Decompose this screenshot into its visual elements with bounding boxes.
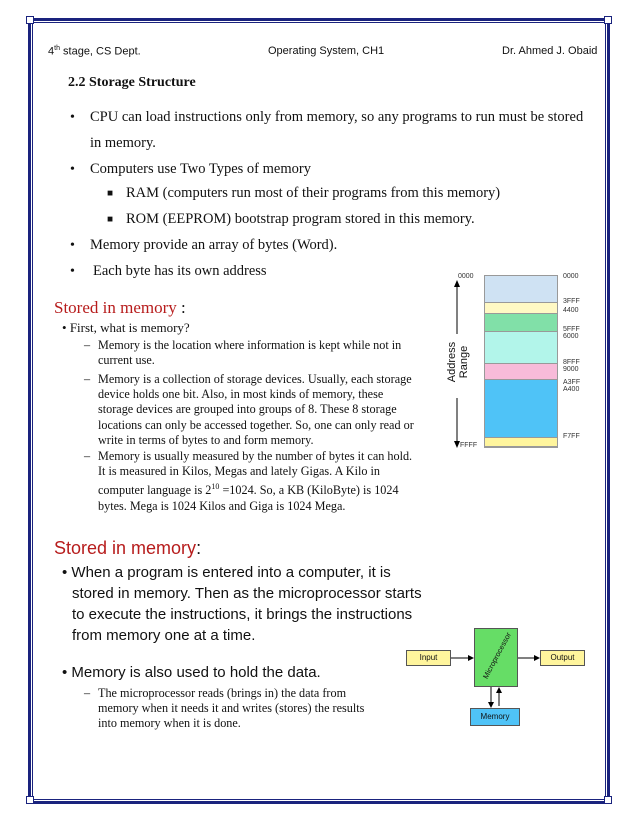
bullet-text: Computers use Two Types of memory xyxy=(90,161,311,177)
memory-block xyxy=(485,380,557,438)
bullet-dot: • xyxy=(70,238,75,253)
header-stage: 4th stage, CS Dept. xyxy=(48,45,141,58)
dash-item: – xyxy=(84,372,91,386)
addr-end-label: FFFF xyxy=(460,442,478,449)
addr-label: A400 xyxy=(563,386,580,393)
input-box: Input xyxy=(406,650,451,666)
square-bullet: ■ xyxy=(107,214,114,225)
bullet-dot: • xyxy=(70,110,75,125)
bullet-text: in memory. xyxy=(90,135,156,151)
memory-box: Memory xyxy=(470,708,520,726)
addr-label: 5FFF xyxy=(563,326,580,333)
cpu-diagram xyxy=(400,620,590,730)
header-course: Operating System, CH1 xyxy=(268,45,385,57)
sub-bullet-text: ROM (EEPROM) bootstrap program stored in this memory. xyxy=(126,211,475,227)
microprocessor-label: Microprocessor xyxy=(480,630,514,681)
addr-label: 8FFF xyxy=(563,359,580,366)
addr-label: 0000 xyxy=(563,273,579,280)
dash-item: – xyxy=(84,449,91,463)
addr-label: A3FF xyxy=(563,379,581,386)
addr-label: 9000 xyxy=(563,366,579,373)
dash-item-text: Memory is the location where information is kept while not in current use. xyxy=(98,338,402,368)
addr-label: 4400 xyxy=(563,307,579,314)
sub-bullet-text: RAM (computers run most of their programs from this memory) xyxy=(126,185,501,201)
memory-map xyxy=(438,270,598,462)
square-bullet: ■ xyxy=(107,188,114,199)
memory-block xyxy=(485,332,557,364)
stored-title-2: Stored in memory: xyxy=(54,538,202,558)
border-corner xyxy=(26,796,34,804)
address-range-label: Address Range xyxy=(446,341,470,383)
bullet-text: CPU can load instructions only from memory, so any programs to run must be stored xyxy=(90,109,584,125)
memory-blocks xyxy=(484,275,558,448)
addr-label: 6000 xyxy=(563,333,579,340)
addr-start-label: 0000 xyxy=(458,273,474,280)
memory-block xyxy=(485,276,557,303)
dash-item: – xyxy=(84,338,91,352)
header-author: Dr. Ahmed J. Obaid xyxy=(502,45,598,57)
memory-block xyxy=(485,303,557,314)
stored2-paragraph-1: • When a program is entered into a computer, it is stored in memory. Then as the microprocessor starts to execute the instructions, it brings the instructions from memory one at a time. xyxy=(62,564,422,644)
bullet-text: Memory provide an array of bytes (Word). xyxy=(90,237,338,253)
stored-intro: • First, what is memory? xyxy=(62,320,190,335)
dash-item-text: The microprocessor reads (brings in) the data from memory when it needs it and writes (stores) the results into memory when it is done. xyxy=(98,686,365,731)
border-corner xyxy=(604,796,612,804)
microprocessor-box xyxy=(474,628,518,687)
dash-item-text: Memory is usually measured by the number of bytes it can hold. It is measured in Kilos, Megas and lately Gigas. A Kilo in computer language is $2^{10} =1024$. So, a KB (KiloByte) is 1024 bytes. Mega is 1024 Kilos and Giga is 1024 Mega. xyxy=(98,449,413,513)
addr-label: F7FF xyxy=(563,433,580,440)
bullet-dot: • xyxy=(70,264,75,279)
dash-item-text: Memory is a collection of storage devices. Usually, each storage device holds one bit. Also, in most kinds of memory, these storage devices are grouped into groups of 8. These 8 storage locations can only be accessed together. So, one can only read or write in terms of bytes to and form memory. xyxy=(98,372,414,447)
border-corner xyxy=(604,16,612,24)
bullet-dot: • xyxy=(70,162,75,177)
memory-block xyxy=(485,364,557,380)
dash-item: – xyxy=(84,686,91,700)
addr-label: 3FFF xyxy=(563,298,580,305)
stored-title-1: Stored in memory : xyxy=(54,298,186,317)
stored2-paragraph-2: • Memory is also used to hold the data. xyxy=(62,664,321,681)
output-box: Output xyxy=(540,650,585,666)
bullet-text: Each byte has its own address xyxy=(93,263,267,279)
section-title: 2.2 Storage Structure xyxy=(68,75,196,90)
memory-block xyxy=(485,314,557,332)
memory-block xyxy=(485,438,557,447)
border-corner xyxy=(26,16,34,24)
